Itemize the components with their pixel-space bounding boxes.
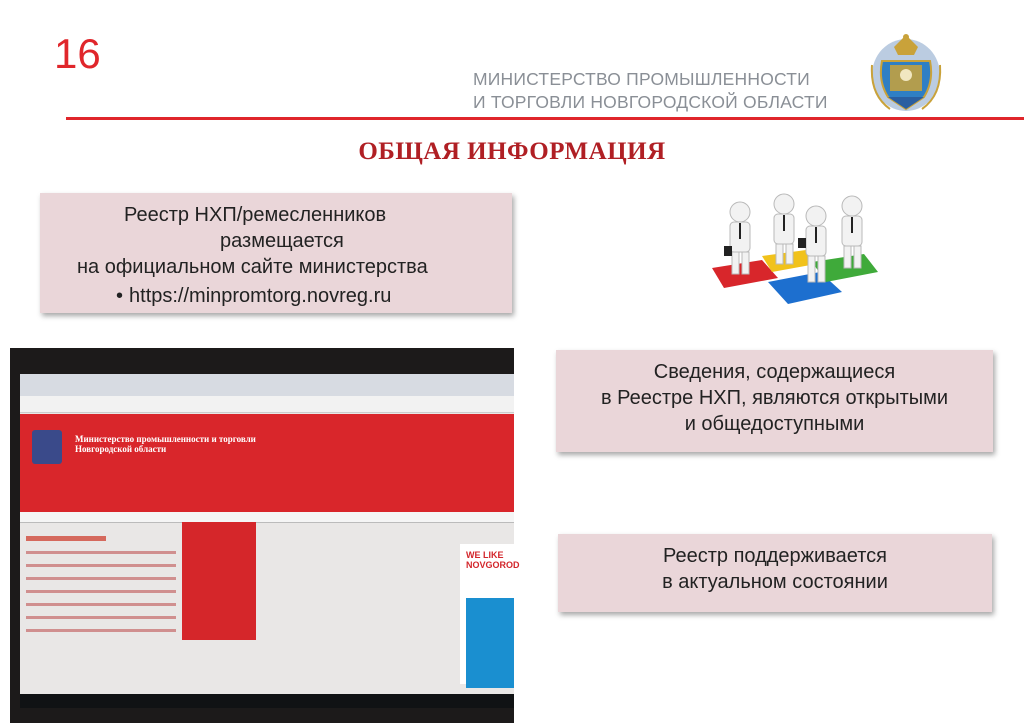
promo-line1: WE LIKE: [466, 550, 504, 560]
registry-line2: размещается: [220, 230, 344, 252]
browser-tab-bar: [20, 374, 514, 396]
monitor-photo: [10, 348, 520, 723]
registry-link-item: [116, 283, 391, 309]
site-page-content: [26, 536, 176, 642]
open-line3: и общедоступными: [684, 413, 865, 435]
site-title: [75, 434, 256, 454]
monitor-screen: [20, 374, 520, 694]
registry-link[interactable]: https://minpromtorg.novreg.ru: [129, 285, 392, 307]
header-divider: [66, 117, 1024, 120]
promo-banner: [466, 550, 520, 570]
site-header: [20, 414, 514, 512]
ministry-name-line1: МИНИСТЕРСТВО ПРОМЫШЛЕННОСТИ: [473, 69, 810, 89]
open-line1: Сведения, содержащиеся: [653, 361, 896, 383]
site-title-line2: Новгородской области: [75, 444, 167, 454]
actual-line2: в актуальном состоянии: [662, 571, 888, 593]
promo-line2: NOVGOROD: [466, 560, 520, 570]
bullet: •: [116, 285, 124, 307]
slide-number: 16: [54, 30, 101, 77]
site-title-line1: Министерство промышленности и торговли: [75, 434, 256, 444]
site-blue-banner: [466, 598, 514, 688]
actual-line1: Реестр поддерживается: [663, 545, 887, 567]
browser-address-bar: [20, 396, 514, 413]
site-crest-icon: [32, 430, 62, 464]
registry-open-box: [556, 350, 993, 452]
registry-actual-box: [558, 534, 992, 612]
business-people-puzzle-image: [702, 190, 886, 316]
site-nav: [20, 512, 514, 523]
registry-line1: Реестр НХП/ремесленников: [124, 204, 387, 226]
ministry-name-line2: И ТОРГОВЛИ НОВГОРОДСКОЙ ОБЛАСТИ: [473, 92, 828, 112]
registry-info-box: [40, 193, 512, 313]
site-dropdown-menu: [182, 522, 256, 640]
registry-line3: на официальном сайте министерства: [77, 256, 428, 278]
ministry-name: [473, 68, 873, 114]
os-taskbar: [20, 694, 514, 708]
page-title: ОБЩАЯ ИНФОРМАЦИЯ: [358, 138, 666, 165]
coat-of-arms-icon: [868, 25, 944, 115]
open-line2: в Реестре НХП, являются открытыми: [600, 387, 949, 409]
